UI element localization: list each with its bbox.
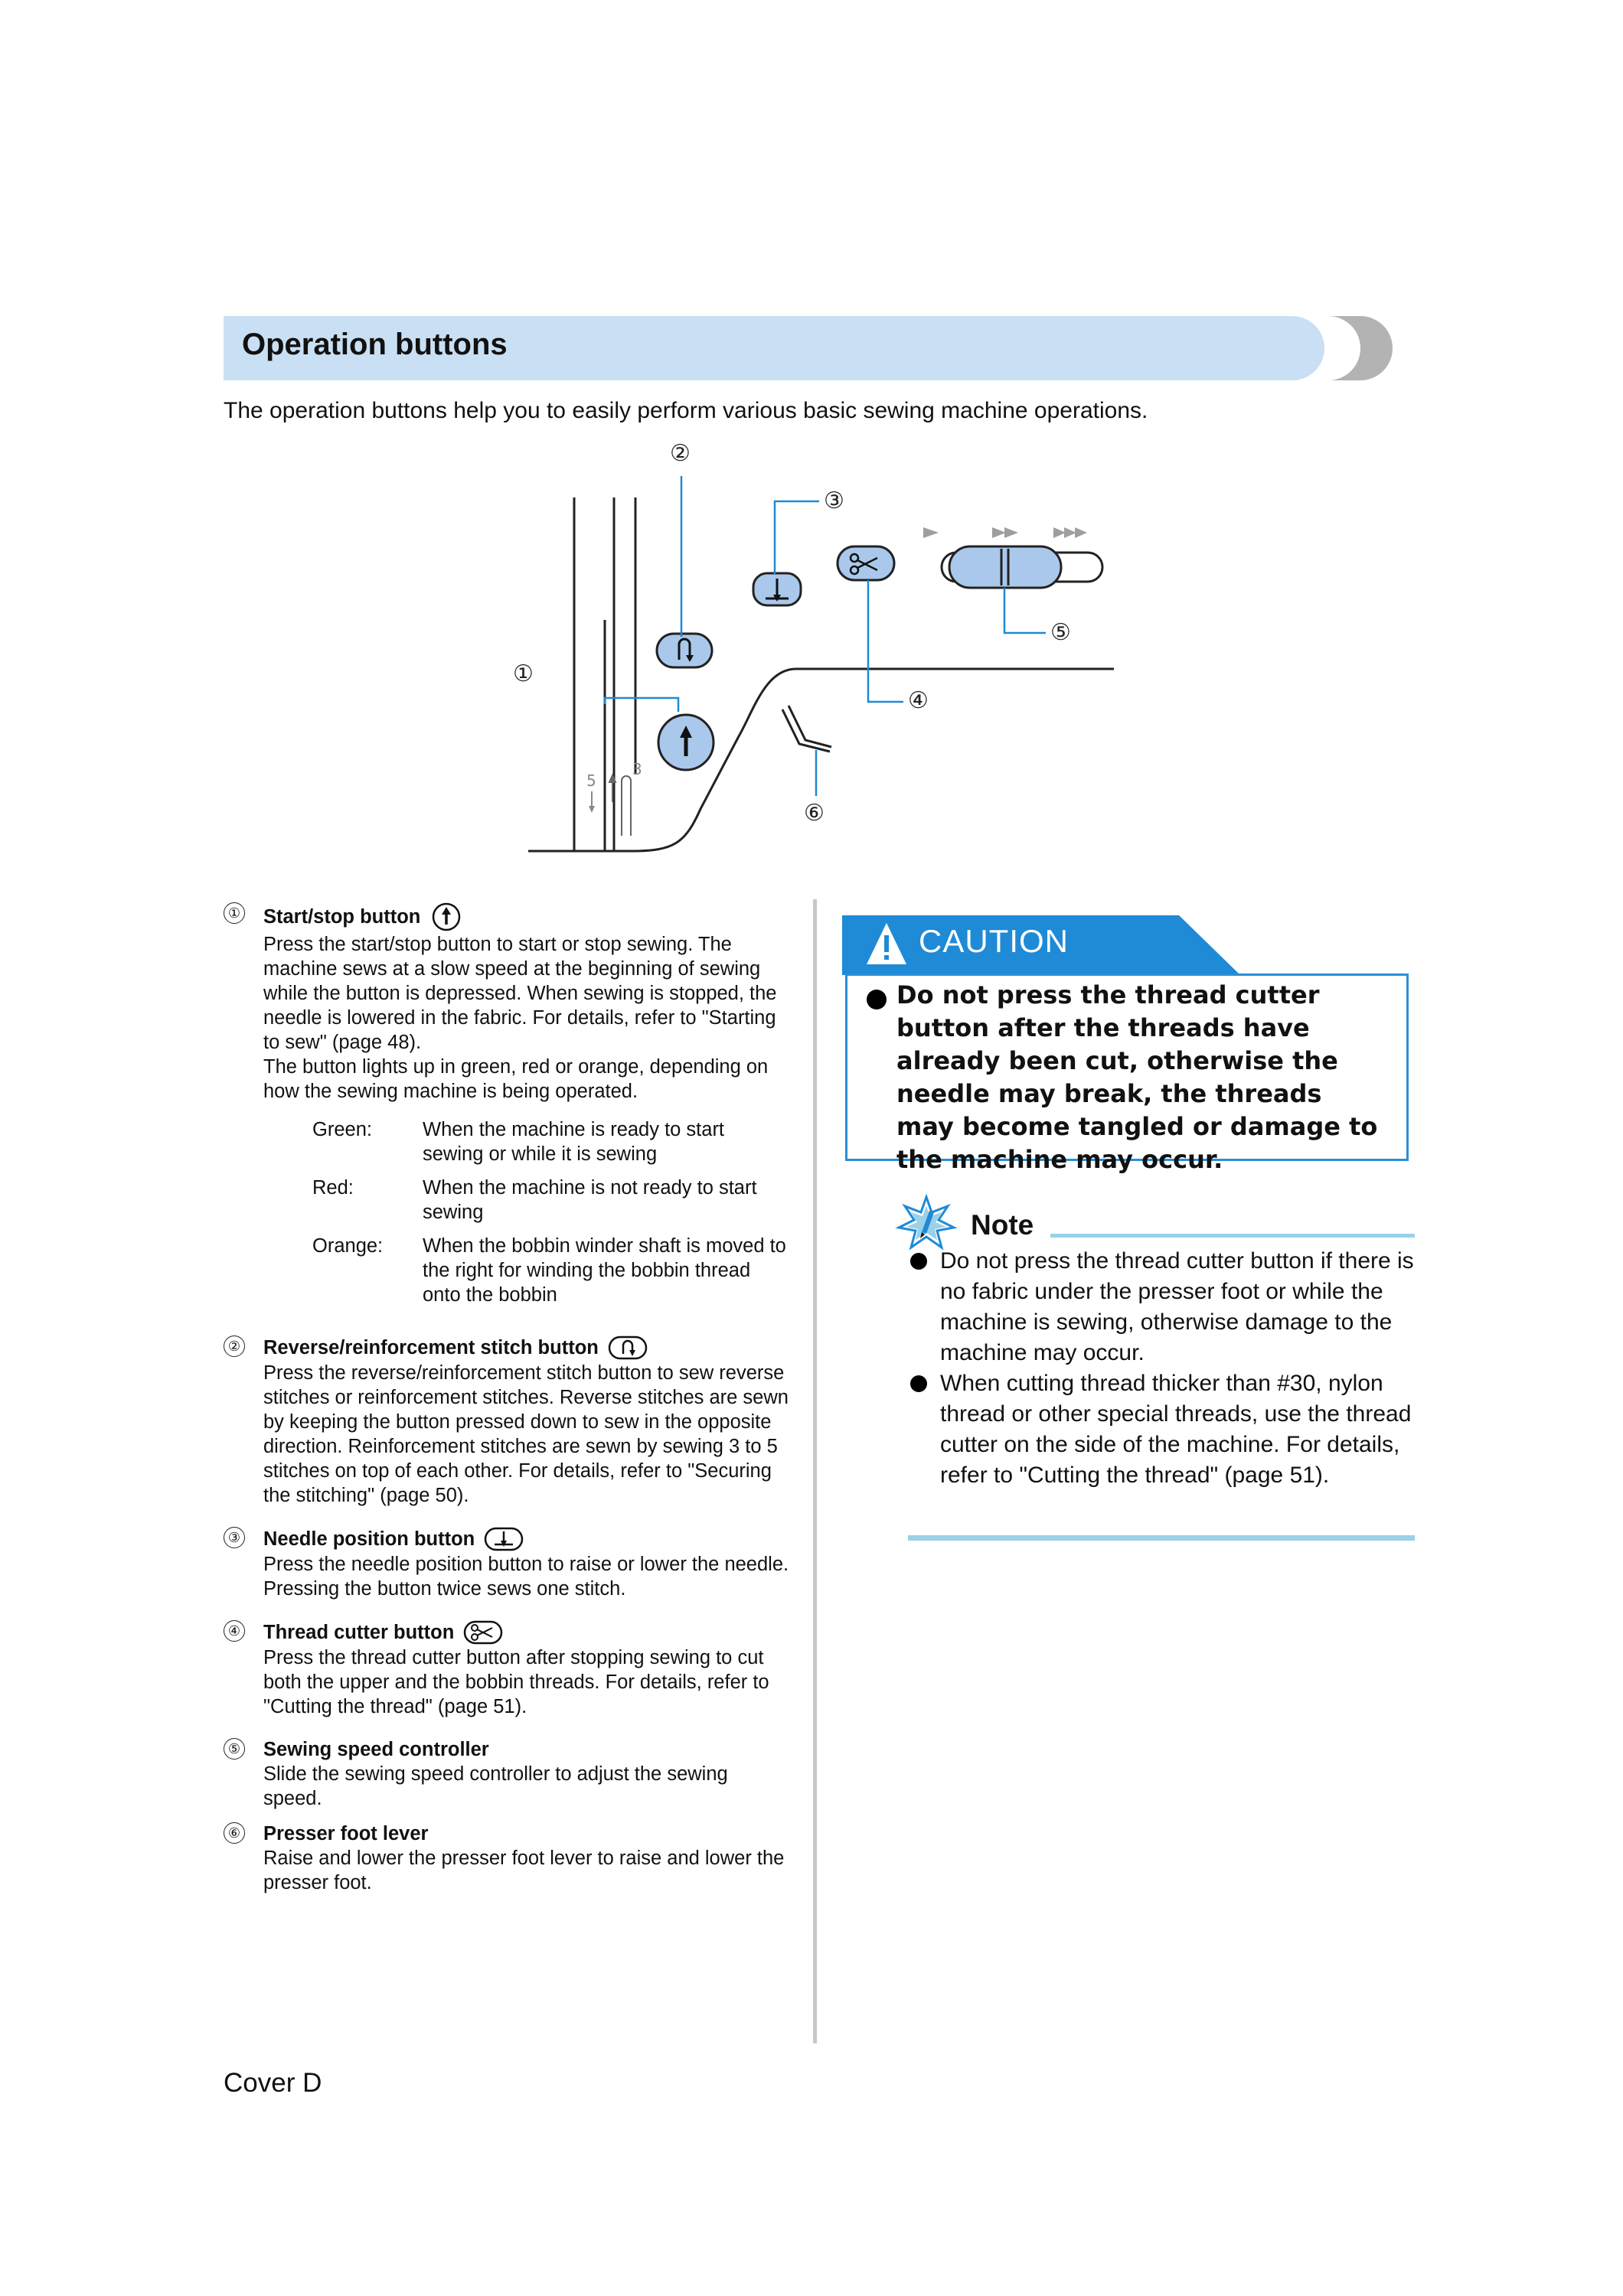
item-number: ④: [224, 1620, 245, 1642]
needle-position-icon: [484, 1526, 524, 1552]
item-title: Thread cutter button: [263, 1622, 455, 1643]
speed-indicator-arrows: [923, 527, 1087, 538]
reverse-stitch-icon: [608, 1335, 648, 1361]
start-stop-icon: [429, 902, 463, 932]
note-item: [909, 1246, 1430, 1368]
item-title: Needle position button: [263, 1528, 475, 1550]
bullet-icon: [910, 1253, 927, 1270]
color-row-orange: [312, 1234, 790, 1316]
callout-6: ⑥: [804, 800, 825, 827]
color-desc: When the machine is not ready to start sewing: [423, 1177, 757, 1223]
caution-title: CAUTION: [919, 923, 1069, 959]
callout-5: ⑤: [1050, 619, 1071, 646]
note-item: [909, 1368, 1430, 1491]
foot-label-5: 5: [586, 771, 596, 790]
color-desc: When the machine is ready to start sewing or while it is sewing: [423, 1119, 725, 1165]
bullet-icon: [867, 990, 887, 1009]
foot-label-3: 3: [632, 760, 642, 778]
item-body: Press the needle position button to raise or lower the needle. Pressing the button twice sews one stitch.: [263, 1554, 789, 1600]
color-desc: When the bobbin winder shaft is moved to the right for winding the bobbin thread onto the bobbin: [423, 1235, 786, 1306]
callout-1: ①: [513, 660, 534, 687]
bullet-icon: [910, 1375, 927, 1392]
machine-diagram: [513, 438, 1133, 866]
diagram-reverse-button: [657, 634, 712, 667]
item-body-2: The button lights up in green, red or orange, depending on how the sewing machine is being operated.: [263, 1056, 769, 1102]
scissors-icon: [463, 1619, 503, 1645]
intro-text: The operation buttons help you to easily perform various basic sewing machine operations.: [224, 398, 1148, 423]
item-body: Press the thread cutter button after stopping sewing to cut both the upper and the bobbin threads. For details, refer to "Cutting the thread" (page 51).: [263, 1647, 769, 1717]
diagram-needle-position-button: [753, 573, 801, 605]
column-divider: [813, 899, 817, 2043]
caution-box: [845, 974, 1409, 1174]
note-rule: [1050, 1234, 1415, 1238]
color-key: Green:: [312, 1119, 372, 1140]
item-title: Reverse/reinforcement stitch button: [263, 1337, 599, 1358]
item-number: ①: [224, 902, 245, 924]
section-header-cap: [1328, 316, 1393, 380]
note-item-text: Do not press the thread cutter button if there is no fabric under the presser foot or while the machine is sewing, otherwise damage to the machine may occur.: [940, 1248, 1414, 1365]
callout-3: ③: [824, 488, 844, 514]
item-number: ⑥: [224, 1822, 245, 1844]
item-body: Press the reverse/reinforcement stitch button to sew reverse stitches or reinforcement stitches. Reverse stitches are sewn by keeping the button pressed down to sew in the opposite direction. Reinforcement stitches are sewn by sewing 3 to 5 stitches on top of each other. For details, refer to "Securing the stitching" (page 50).: [263, 1362, 789, 1506]
item-title: Presser foot lever: [263, 1823, 429, 1844]
item-number: ③: [224, 1527, 245, 1548]
note-list: [909, 1246, 1430, 1491]
color-row-green: [312, 1117, 790, 1176]
item-number: ⑤: [224, 1738, 245, 1760]
button-descriptions: [224, 902, 790, 1913]
diagram-thread-cutter-button: [838, 546, 894, 580]
note-star-icon: [896, 1195, 957, 1249]
item-number: ②: [224, 1336, 245, 1357]
item-presser-foot-lever: [224, 1821, 790, 1895]
light-color-table: [312, 1117, 790, 1316]
diagram-start-stop-button: [658, 715, 714, 770]
item-body: Press the start/stop button to start or stop sewing. The machine sews at a slow speed at the beginning of sewing while the button is depressed. When sewing is stopped, the needle is lowered in the fabric. For details, refer to "Starting to sew" (page 48).: [263, 934, 777, 1053]
item-reverse-stitch: [224, 1335, 790, 1508]
presser-foot-graphic: [609, 775, 631, 836]
section-title: Operation buttons: [242, 328, 508, 361]
note-item-text: When cutting thread thicker than #30, nylon thread or other special threads, use the thread cutter on the side of the machine. For details, refer to "Cutting the thread" (page 51).: [940, 1371, 1412, 1488]
color-row-red: [312, 1176, 790, 1234]
item-needle-position: [224, 1526, 790, 1601]
color-key: Orange:: [312, 1235, 384, 1257]
callout-4: ④: [908, 687, 929, 714]
item-body: Raise and lower the presser foot lever to raise and lower the presser foot.: [263, 1848, 785, 1893]
page-footer: Cover D: [224, 2068, 322, 2098]
item-speed-controller: [224, 1737, 790, 1811]
diagram-speed-controller: [942, 546, 1102, 588]
note-title: Note: [971, 1209, 1034, 1241]
item-body: Slide the sewing speed controller to adjust the sewing speed.: [263, 1763, 728, 1809]
item-thread-cutter: [224, 1619, 790, 1719]
section-header: [224, 316, 1324, 380]
color-key: Red:: [312, 1177, 354, 1199]
item-start-stop: [224, 902, 790, 1316]
item-title: Start/stop button: [263, 906, 421, 928]
caution-text: Do not press the thread cutter button after the threads have already been cut, otherwise the needle may break, the threads may become tangled or damage to the machine may occur.: [896, 980, 1378, 1174]
item-title: Sewing speed controller: [263, 1739, 489, 1760]
note-bottom-rule: [908, 1535, 1415, 1541]
callout-2: ②: [670, 440, 691, 467]
